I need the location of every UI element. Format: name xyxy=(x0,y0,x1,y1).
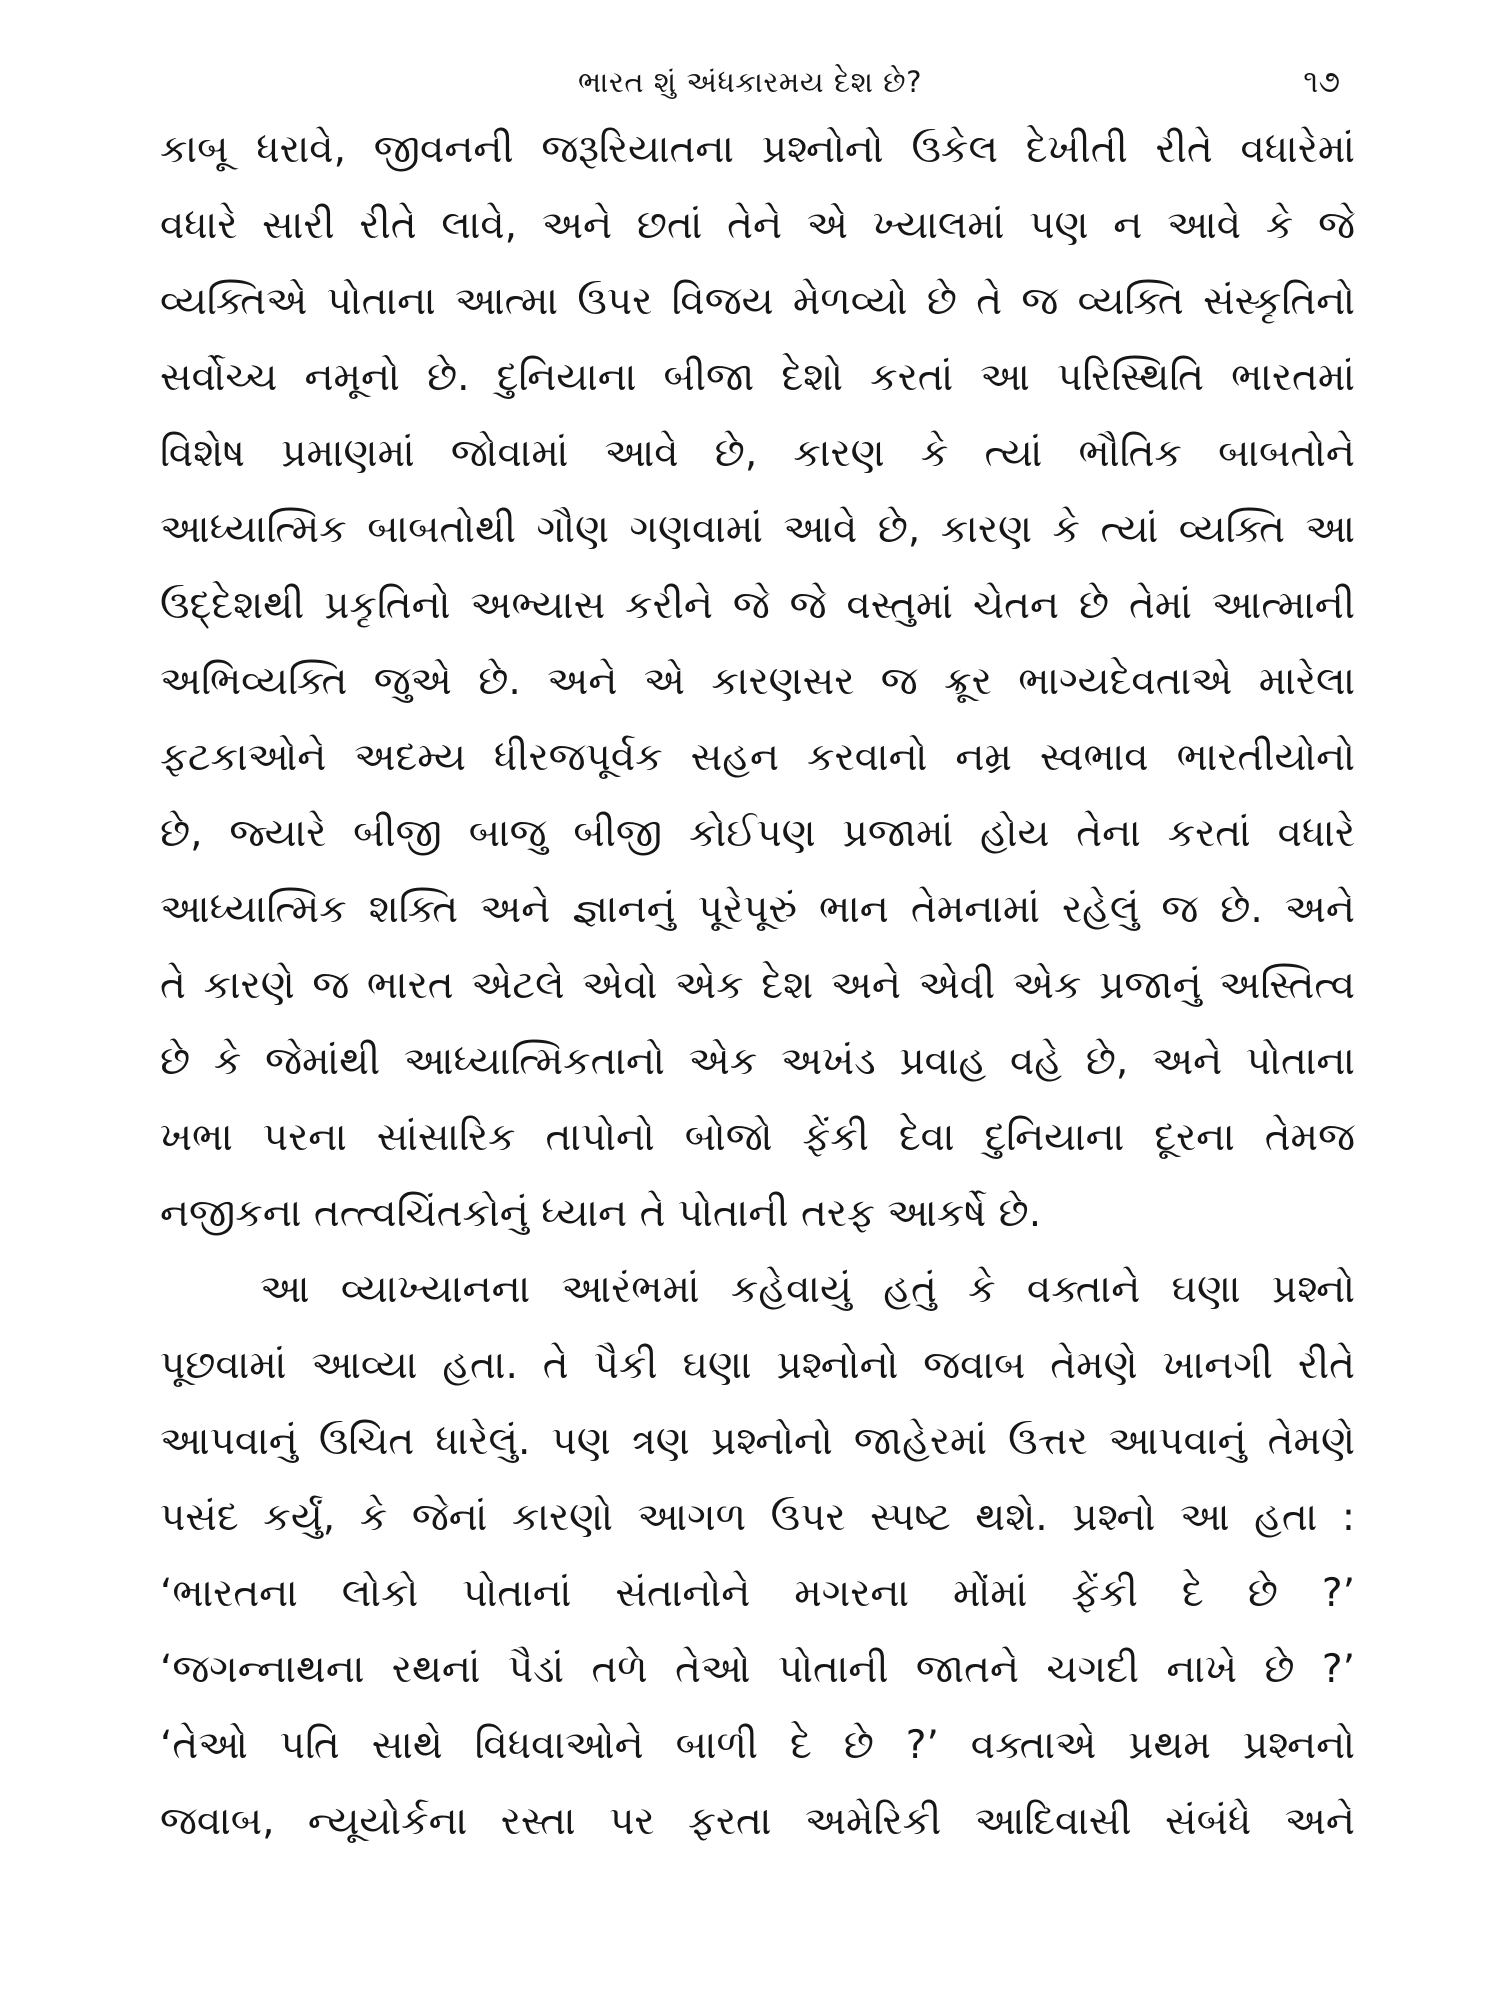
text-line: આધ્યાત્મિક શક્તિ અને જ્ઞાનનું પૂરેપૂરું ભાન તેમનામાં રહેલું જ છે. અને xyxy=(160,887,1355,932)
text-line: આપવાનું ઉચિત ધારેલું. પણ ત્રણ પ્રશ્નોનો જાહેરમાં ઉત્તર આપવાનું તેમણે xyxy=(160,1419,1355,1464)
text-line: ફટકાઓને અદમ્ય ધીરજપૂર્વક સહન કરવાનો નમ્ર સ્વભાવ ભારતીયોનો xyxy=(160,735,1355,780)
question-line: ‘ભારતના લોકો પોતાનાં સંતાનોને મગરના મોંમાં ફેંકી દે છે ?’ xyxy=(160,1571,1355,1616)
running-head xyxy=(160,62,1340,102)
question-line: ‘જગન્નાથના રથનાં પૈડાં તળે તેઓ પોતાની જાતને ચગદી નાખે છે ?’ xyxy=(160,1647,1355,1692)
text-line: છે, જ્યારે બીજી બાજુ બીજી કોઈપણ પ્રજામાં હોય તેના કરતાં વધારે xyxy=(160,811,1355,856)
page-number: ૧૭ xyxy=(1303,64,1340,100)
paragraph-start-line: આ વ્યાખ્યાનના આરંભમાં કહેવાયું હતું કે વક્તાને ઘણા પ્રશ્નો xyxy=(260,1267,1355,1312)
text-line: જવાબ, ન્યૂયોર્કના રસ્તા પર ફરતા અમેરિકી આદિવાસી સંબંધે અને xyxy=(160,1799,1355,1844)
paragraph-end-line: નજીકના તત્ત્વચિંતકોનું ધ્યાન તે પોતાની તરફ આકર્ષે છે. xyxy=(160,1191,1042,1236)
text-line: છે કે જેમાંથી આધ્યાત્મિકતાનો એક અખંડ પ્રવાહ વહે છે, અને પોતાના xyxy=(160,1039,1355,1084)
text-line: તે કારણે જ ભારત એટલે એવો એક દેશ અને એવી એક પ્રજાનું અસ્તિત્વ xyxy=(160,963,1355,1008)
text-line: આધ્યાત્મિક બાબતોથી ગૌણ ગણવામાં આવે છે, કારણ કે ત્યાં વ્યક્તિ આ xyxy=(160,507,1355,552)
text-line: પસંદ કર્યું, કે જેનાં કારણો આગળ ઉપર સ્પષ્ટ થશે. પ્રશ્નો આ હતા : xyxy=(160,1495,1355,1540)
text-line: વિશેષ પ્રમાણમાં જોવામાં આવે છે, કારણ કે ત્યાં ભૌતિક બાબતોને xyxy=(160,431,1355,476)
question-line: ‘તેઓ પતિ સાથે વિધવાઓને બાળી દે છે ?’ વક્તાએ પ્રથમ પ્રશ્નનો xyxy=(160,1723,1355,1768)
text-line: સર્વોચ્ચ નમૂનો છે. દુનિયાના બીજા દેશો કરતાં આ પરિસ્થિતિ ભારતમાં xyxy=(160,355,1355,400)
text-line: ખભા પરના સાંસારિક તાપોનો બોજો ફેંકી દેવા દુનિયાના દૂરના તેમજ xyxy=(160,1115,1355,1160)
text-line: વધારે સારી રીતે લાવે, અને છતાં તેને એ ખ્યાલમાં પણ ન આવે કે જે xyxy=(160,203,1355,248)
body-text xyxy=(160,112,1355,1860)
text-line: અભિવ્યક્તિ જુએ છે. અને એ કારણસર જ ક્રૂર ભાગ્યદેવતાએ મારેલા xyxy=(160,659,1355,704)
text-line: પૂછવામાં આવ્યા હતા. તે પૈકી ઘણા પ્રશ્નોનો જવાબ તેમણે ખાનગી રીતે xyxy=(160,1343,1355,1388)
text-line: કાબૂ ધરાવે, જીવનની જરૂરિયાતના પ્રશ્નોનો ઉકેલ દેખીતી રીતે વધારેમાં xyxy=(160,127,1355,172)
text-line: ઉદ્દેશથી પ્રકૃતિનો અભ્યાસ કરીને જે જે વસ્તુમાં ચેતન છે તેમાં આત્માની xyxy=(160,583,1355,628)
running-title: ભારત શું અંધકારમય દેશ છે? xyxy=(578,65,922,99)
text-line: વ્યક્તિએ પોતાના આત્મા ઉપર વિજય મેળવ્યો છે તે જ વ્યક્તિ સંસ્કૃતિનો xyxy=(160,279,1355,324)
